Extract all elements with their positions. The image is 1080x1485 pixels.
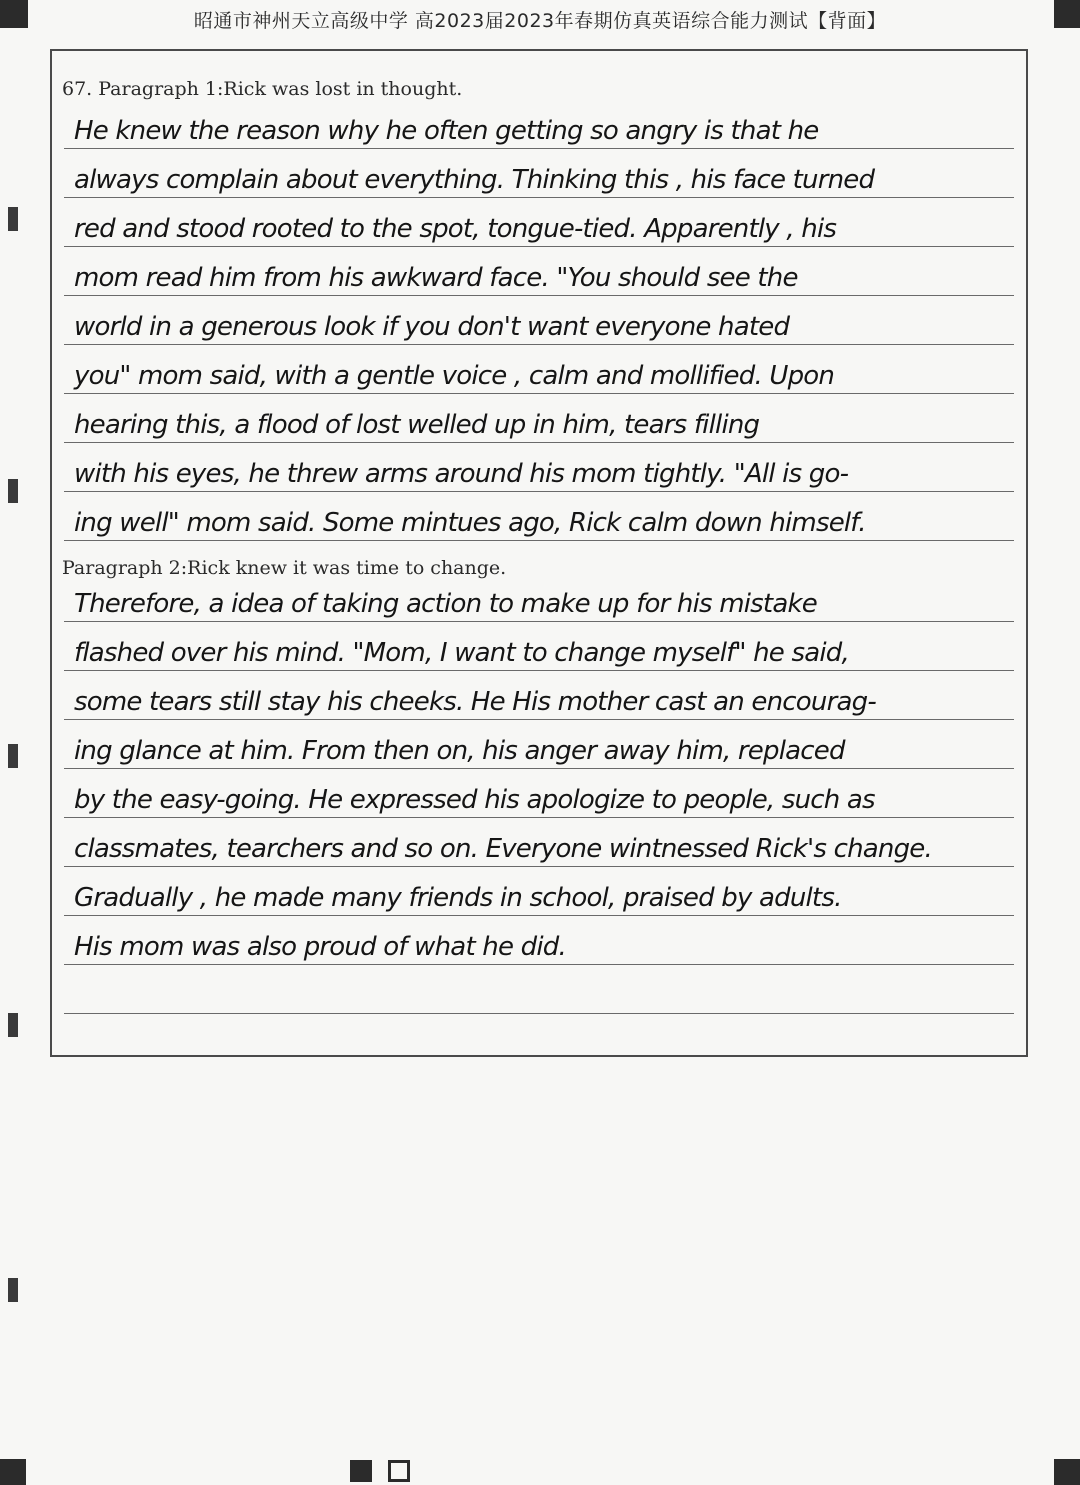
writing-line <box>64 101 1014 149</box>
handwritten-text: He knew the reason why he often getting so angry is that he <box>74 116 819 146</box>
handwritten-text: by the easy-going. He expressed his apologize to people, such as <box>74 785 875 815</box>
writing-line <box>64 770 1014 818</box>
handwritten-text: always complain about everything. Thinking this , his face turned <box>74 165 875 195</box>
handwritten-text: world in a generous look if you don't want everyone hated <box>74 312 790 342</box>
handwritten-text: some tears still stay his cheeks. He His mother cast an encourag- <box>74 687 876 717</box>
corner-marker-bottom-right <box>1054 1459 1080 1485</box>
answer-box <box>50 49 1028 1057</box>
corner-marker-bottom-left <box>0 1459 26 1485</box>
writing-line <box>64 819 1014 867</box>
handwritten-text: you" mom said, with a gentle voice , calm and mollified. Upon <box>74 361 835 391</box>
writing-line <box>64 444 1014 492</box>
writing-line <box>64 574 1014 622</box>
side-timing-mark <box>8 1278 18 1302</box>
handwritten-text: with his eyes, he threw arms around his mom tightly. "All is go- <box>74 459 849 489</box>
writing-line <box>64 917 1014 965</box>
side-timing-mark <box>8 479 18 503</box>
handwritten-text: ing well" mom said. Some mintues ago, Rick calm down himself. <box>74 508 866 538</box>
writing-line <box>64 868 1014 916</box>
empty-square-mark <box>388 1460 410 1482</box>
side-timing-mark <box>8 207 18 231</box>
writing-line <box>64 966 1014 1014</box>
writing-line <box>64 199 1014 247</box>
handwritten-text: His mom was also proud of what he did. <box>74 932 566 962</box>
writing-line <box>64 623 1014 671</box>
handwritten-text: ing glance at him. From then on, his anger away him, replaced <box>74 736 845 766</box>
handwritten-text: Gradually , he made many friends in school, praised by adults. <box>74 883 842 913</box>
question-67-label: 67. Paragraph 1:Rick was lost in thought. <box>62 78 463 100</box>
side-timing-mark <box>8 1013 18 1037</box>
handwritten-text: flashed over his mind. "Mom, I want to change myself" he said, <box>74 638 849 668</box>
writing-line <box>64 672 1014 720</box>
writing-line <box>64 150 1014 198</box>
filled-square-mark <box>350 1460 372 1482</box>
side-timing-mark <box>8 744 18 768</box>
writing-line <box>64 721 1014 769</box>
handwritten-text: classmates, tearchers and so on. Everyone wintnessed Rick's change. <box>74 834 932 864</box>
handwritten-text: red and stood rooted to the spot, tongue-tied. Apparently , his <box>74 214 837 244</box>
handwritten-text: mom read him from his awkward face. "You should see the <box>74 263 798 293</box>
handwritten-text: hearing this, a flood of lost welled up in him, tears filling <box>74 410 760 440</box>
page-header: 昭通市神州天立高级中学 高2023届2023年春期仿真英语综合能力测试【背面】 <box>193 10 887 32</box>
paragraph-2-label: Paragraph 2:Rick knew it was time to change. <box>62 557 507 579</box>
writing-line <box>64 493 1014 541</box>
writing-line <box>64 395 1014 443</box>
handwritten-text: Therefore, a idea of taking action to make up for his mistake <box>74 589 817 619</box>
writing-line <box>64 297 1014 345</box>
writing-line <box>64 248 1014 296</box>
writing-line <box>64 346 1014 394</box>
